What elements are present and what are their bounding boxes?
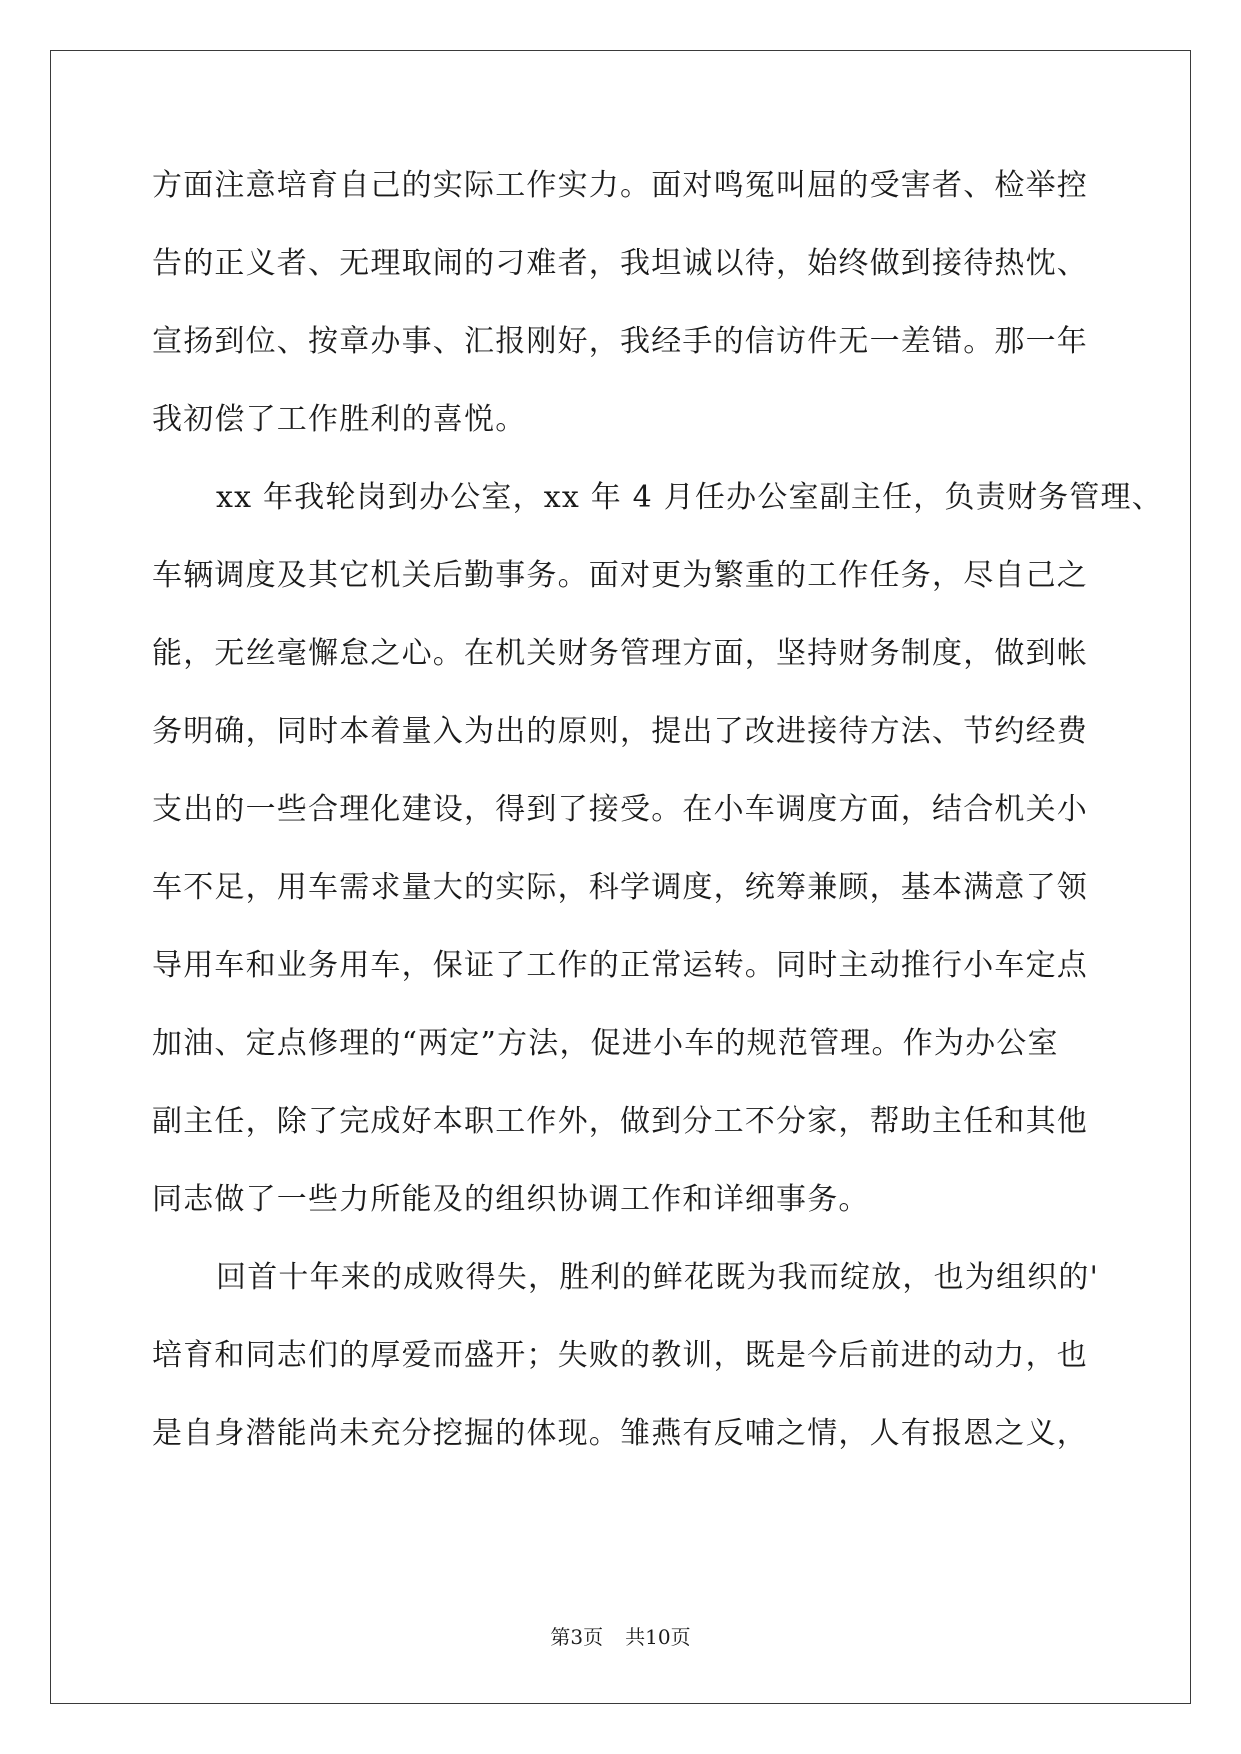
text-line: 能，无丝毫懈怠之心。在机关财务管理方面，坚持财务制度，做到帐 (152, 636, 1088, 671)
text-line: 是自身潜能尚未充分挖掘的体现。雏燕有反哺之情，人有报恩之义， (152, 1416, 1088, 1451)
text-line: 加油、定点修理的“两定”方法，促进小车的规范管理。作为办公室 (152, 1026, 1059, 1061)
text-line: 车辆调度及其它机关后勤事务。面对更为繁重的工作任务，尽自己之 (152, 558, 1088, 593)
text-line: 支出的一些合理化建设，得到了接受。在小车调度方面，结合机关小 (152, 792, 1088, 827)
text-line: xx 年我轮岗到办公室，xx 年 4 月任办公室副主任，负责财务管理、 (216, 480, 1163, 515)
text-line: 我初偿了工作胜利的喜悦。 (152, 402, 527, 437)
text-line: 方面注意培育自己的实际工作实力。面对鸣冤叫屈的受害者、检举控 (152, 168, 1088, 203)
text-line: 车不足，用车需求量大的实际，科学调度，统筹兼顾，基本满意了领 (152, 870, 1088, 905)
text-line: 同志做了一些力所能及的组织协调工作和详细事务。 (152, 1182, 870, 1217)
text-line: 培育和同志们的厚爱而盛开；失败的教训，既是今后前进的动力，也 (152, 1338, 1088, 1373)
page-footer (0, 1623, 1241, 1651)
text-line: 回首十年来的成败得失，胜利的鲜花既为我而绽放，也为组织的' (216, 1260, 1100, 1295)
text-line: 副主任，除了完成好本职工作外，做到分工不分家，帮助主任和其他 (152, 1104, 1088, 1139)
body-text (152, 160, 1163, 1486)
text-line: 宣扬到位、按章办事、汇报刚好，我经手的信访件无一差错。那一年 (152, 324, 1088, 359)
page-total: 共10页 (625, 1625, 691, 1649)
page-number: 第3页 (550, 1625, 604, 1649)
text-line: 导用车和业务用车，保证了工作的正常运转。同时主动推行小车定点 (152, 948, 1088, 983)
text-line: 告的正义者、无理取闹的刁难者，我坦诚以待，始终做到接待热忱、 (152, 246, 1088, 281)
text-line: 务明确，同时本着量入为出的原则，提出了改进接待方法、节约经费 (152, 714, 1088, 749)
